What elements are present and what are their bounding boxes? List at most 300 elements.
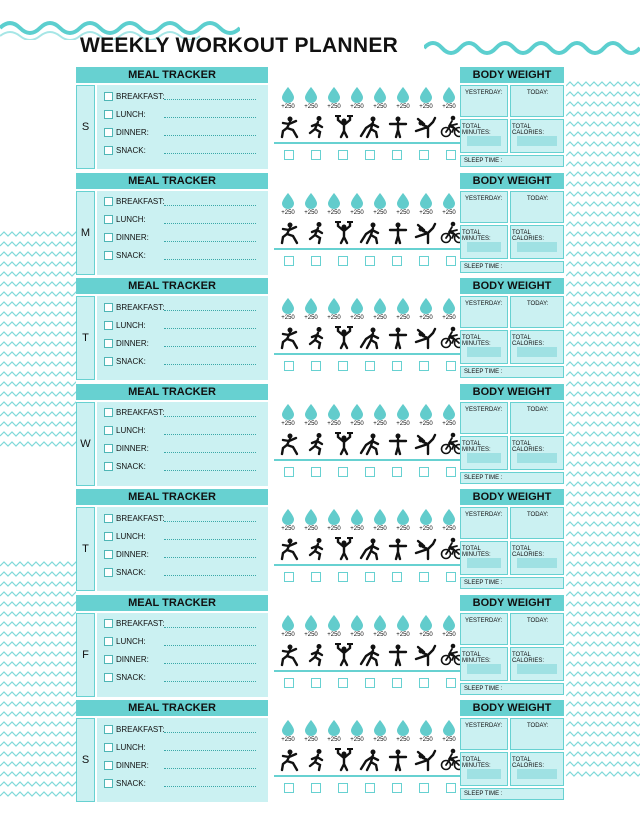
- water-drop[interactable]: [439, 404, 459, 427]
- meal-entry-line[interactable]: [164, 750, 256, 751]
- exercise-checkbox[interactable]: [392, 467, 402, 477]
- sleep-time-field[interactable]: SLEEP TIME :: [460, 577, 564, 589]
- meal-row: [104, 108, 264, 120]
- water-drop[interactable]: [324, 87, 344, 110]
- water-drop-icon: [419, 298, 433, 314]
- yesterday-weight-box[interactable]: [460, 613, 508, 645]
- divider: [274, 353, 460, 355]
- exercise-checkbox[interactable]: [338, 467, 348, 477]
- exercise-checkbox[interactable]: [284, 783, 294, 793]
- exercise-checkbox[interactable]: [392, 361, 402, 371]
- water-drop[interactable]: [278, 193, 298, 216]
- exercise-checkbox[interactable]: [311, 361, 321, 371]
- water-amount: +250: [419, 526, 433, 532]
- meal-checkbox[interactable]: [104, 339, 113, 348]
- water-drop-icon: [373, 509, 387, 525]
- water-drop[interactable]: [347, 615, 367, 638]
- exercise-checkbox[interactable]: [392, 783, 402, 793]
- meal-label: BREAKFAST:: [116, 302, 165, 312]
- water-drop[interactable]: [324, 509, 344, 532]
- meal-label: DINNER:: [116, 655, 149, 664]
- water-drop-icon: [373, 615, 387, 631]
- day-section-1: [76, 173, 564, 277]
- dumbbell-lift-figure-icon: [332, 115, 356, 139]
- exercise-checkbox[interactable]: [365, 361, 375, 371]
- meal-checkbox[interactable]: [104, 233, 113, 242]
- exercise-checkbox[interactable]: [365, 467, 375, 477]
- water-drop-icon: [327, 615, 341, 631]
- exercise-checkbox[interactable]: [284, 256, 294, 266]
- water-drop[interactable]: [416, 193, 436, 216]
- exercise-checkbox[interactable]: [284, 361, 294, 371]
- exercise-checkbox[interactable]: [419, 361, 429, 371]
- water-drop-icon: [350, 193, 364, 209]
- today-weight-box[interactable]: [510, 507, 564, 539]
- meal-checkbox[interactable]: [104, 357, 113, 366]
- meal-entry-line[interactable]: [164, 135, 256, 136]
- exercise-figures-row: [278, 432, 464, 456]
- water-amount: +250: [373, 526, 387, 532]
- water-drop-icon: [304, 298, 318, 314]
- water-drop[interactable]: [416, 404, 436, 427]
- water-drop-icon: [373, 298, 387, 314]
- meal-checkbox[interactable]: [104, 408, 113, 417]
- today-weight-box[interactable]: [510, 85, 564, 117]
- today-weight-box[interactable]: [510, 191, 564, 223]
- meal-entry-line[interactable]: [164, 732, 256, 733]
- water-drop[interactable]: [439, 509, 459, 532]
- battle-rope-figure-icon: [359, 115, 383, 139]
- dumbbell-lift-figure-icon: [332, 326, 356, 350]
- water-drop-icon: [419, 193, 433, 209]
- exercise-checkbox[interactable]: [446, 572, 456, 582]
- meal-row: [104, 672, 264, 684]
- meal-label: LUNCH:: [116, 320, 146, 330]
- exercise-checkbox[interactable]: [419, 150, 429, 160]
- total-minutes-box[interactable]: [460, 225, 508, 259]
- meal-checkbox[interactable]: [104, 532, 113, 541]
- today-weight-box[interactable]: [510, 718, 564, 750]
- body-weight-panel: [460, 507, 564, 591]
- water-drop[interactable]: [370, 87, 390, 110]
- water-drop[interactable]: [278, 720, 298, 743]
- run-figure-icon: [305, 115, 329, 139]
- water-amount: +250: [396, 209, 410, 216]
- water-drop[interactable]: [301, 615, 321, 638]
- exercise-checkbox[interactable]: [392, 256, 402, 266]
- water-drop[interactable]: [370, 509, 390, 532]
- meal-entry-line[interactable]: [164, 241, 256, 242]
- exercise-checkbox[interactable]: [311, 256, 321, 266]
- water-drop[interactable]: [278, 404, 298, 427]
- meal-label: LUNCH:: [116, 637, 146, 646]
- exercise-checkbox[interactable]: [311, 572, 321, 582]
- water-drop[interactable]: [301, 720, 321, 743]
- water-drop[interactable]: [370, 298, 390, 321]
- water-amount: +250: [281, 104, 295, 110]
- meal-entry-line[interactable]: [164, 557, 256, 558]
- meal-entry-line[interactable]: [164, 452, 256, 453]
- sleep-time-field[interactable]: SLEEP TIME :: [460, 683, 564, 695]
- meal-checkbox[interactable]: [104, 128, 113, 137]
- water-drops-row: [278, 615, 482, 638]
- meal-label: BREAKFAST:: [116, 91, 165, 101]
- sleep-time-field[interactable]: SLEEP TIME :: [460, 788, 564, 800]
- meal-entry-line[interactable]: [164, 786, 256, 787]
- water-drop[interactable]: [301, 87, 321, 110]
- water-drop-icon: [350, 404, 364, 420]
- exercise-checkbox[interactable]: [419, 783, 429, 793]
- exercise-checkbox[interactable]: [338, 783, 348, 793]
- meal-checkbox[interactable]: [104, 426, 113, 435]
- water-drop[interactable]: [301, 509, 321, 532]
- water-drop[interactable]: [393, 193, 413, 216]
- water-drop-icon: [442, 615, 456, 631]
- meal-entry-line[interactable]: [164, 99, 256, 100]
- meal-entry-line[interactable]: [164, 470, 256, 471]
- today-weight-box[interactable]: [510, 613, 564, 645]
- water-amount: +250: [281, 631, 295, 638]
- water-drop[interactable]: [439, 615, 459, 638]
- yoga-pose-figure-icon: [413, 748, 437, 772]
- meal-checkbox[interactable]: [104, 146, 113, 155]
- total-minutes-box[interactable]: [460, 436, 508, 470]
- exercise-checkboxes-row: [284, 572, 456, 582]
- water-drop-icon: [350, 87, 364, 103]
- total-minutes-box[interactable]: [460, 647, 508, 681]
- meal-row: [104, 548, 264, 560]
- meal-entry-line[interactable]: [164, 364, 256, 365]
- exercise-checkbox[interactable]: [311, 467, 321, 477]
- water-drop-icon: [350, 720, 364, 736]
- water-drop[interactable]: [278, 615, 298, 638]
- run-figure-icon: [305, 326, 329, 350]
- meal-entry-line[interactable]: [164, 627, 256, 628]
- meal-checkbox[interactable]: [104, 303, 113, 312]
- meal-entry-line[interactable]: [164, 663, 256, 664]
- water-drops-row: [278, 404, 482, 427]
- battle-rope-figure-icon: [359, 432, 383, 456]
- divider: [274, 142, 460, 144]
- water-drop[interactable]: [324, 193, 344, 216]
- meal-checkbox[interactable]: [104, 550, 113, 559]
- water-drop[interactable]: [370, 404, 390, 427]
- meal-entry-line[interactable]: [164, 259, 256, 260]
- water-drop[interactable]: [393, 298, 413, 321]
- exercise-checkbox[interactable]: [446, 678, 456, 688]
- meal-entry-line[interactable]: [164, 310, 256, 311]
- water-drop[interactable]: [324, 615, 344, 638]
- water-drop[interactable]: [439, 193, 459, 216]
- water-drop[interactable]: [324, 720, 344, 743]
- exercise-checkbox[interactable]: [365, 678, 375, 688]
- meal-entry-line[interactable]: [164, 346, 256, 347]
- yesterday-weight-box[interactable]: [460, 507, 508, 539]
- exercise-checkbox[interactable]: [446, 256, 456, 266]
- water-drop[interactable]: [278, 87, 298, 110]
- water-drop[interactable]: [393, 404, 413, 427]
- battle-rope-figure-icon: [359, 221, 383, 245]
- yesterday-weight-box[interactable]: [460, 296, 508, 328]
- meal-entry-line[interactable]: [164, 205, 256, 206]
- exercise-checkbox[interactable]: [338, 361, 348, 371]
- exercise-checkbox[interactable]: [338, 678, 348, 688]
- water-amount: +250: [373, 737, 387, 743]
- water-drop[interactable]: [439, 720, 459, 743]
- exercise-checkbox[interactable]: [392, 150, 402, 160]
- water-drop[interactable]: [416, 298, 436, 321]
- exercise-figures-row: [278, 537, 464, 561]
- body-weight-panel: [460, 613, 564, 697]
- exercise-checkbox[interactable]: [284, 150, 294, 160]
- water-amount: +250: [304, 104, 318, 110]
- exercise-checkbox[interactable]: [419, 256, 429, 266]
- water-drop-icon: [396, 615, 410, 631]
- exercise-checkbox[interactable]: [392, 678, 402, 688]
- water-drop[interactable]: [393, 720, 413, 743]
- meal-checkbox[interactable]: [104, 462, 113, 471]
- meal-entry-line[interactable]: [164, 575, 256, 576]
- water-drop-icon: [304, 193, 318, 209]
- meal-entry-line[interactable]: [164, 645, 256, 646]
- meal-entry-line[interactable]: [164, 223, 256, 224]
- today-weight-box[interactable]: [510, 296, 564, 328]
- meal-row: [104, 443, 264, 455]
- zigzag-decoration-bottom-left: [0, 560, 76, 828]
- total-calories-label: TOTAL CALORIES:: [512, 546, 545, 558]
- battle-rope-figure-icon: [359, 537, 383, 561]
- exercise-checkbox[interactable]: [419, 572, 429, 582]
- yoga-pose-figure-icon: [413, 115, 437, 139]
- water-drop[interactable]: [301, 298, 321, 321]
- meal-checkbox[interactable]: [104, 92, 113, 101]
- meal-checkbox[interactable]: [104, 110, 113, 119]
- water-drop[interactable]: [324, 404, 344, 427]
- meal-checkbox[interactable]: [104, 725, 113, 734]
- day-section-0: [76, 67, 564, 171]
- water-drop[interactable]: [393, 509, 413, 532]
- water-drop[interactable]: [416, 87, 436, 110]
- total-calories-box[interactable]: [510, 225, 564, 259]
- water-drop[interactable]: [347, 87, 367, 110]
- total-calories-box[interactable]: [510, 436, 564, 470]
- meal-checkbox[interactable]: [104, 444, 113, 453]
- water-drop-icon: [396, 509, 410, 525]
- meal-entry-line[interactable]: [164, 539, 256, 540]
- sleep-time-field[interactable]: SLEEP TIME :: [460, 155, 564, 167]
- yesterday-weight-box[interactable]: [460, 191, 508, 223]
- meal-checkbox[interactable]: [104, 215, 113, 224]
- meal-row: [104, 741, 264, 753]
- water-amount: +250: [350, 526, 364, 532]
- water-drop[interactable]: [439, 298, 459, 321]
- meal-entry-line[interactable]: [164, 434, 256, 435]
- yesterday-weight-box[interactable]: [460, 85, 508, 117]
- water-amount: +250: [396, 420, 410, 427]
- meal-entry-line[interactable]: [164, 521, 256, 522]
- total-minutes-box[interactable]: [460, 752, 508, 786]
- yesterday-weight-box[interactable]: [460, 718, 508, 750]
- total-minutes-label: TOTAL MINUTES:: [462, 335, 491, 347]
- sleep-time-field[interactable]: SLEEP TIME :: [460, 366, 564, 378]
- day-section-6: [76, 700, 564, 804]
- exercise-checkbox[interactable]: [311, 678, 321, 688]
- meal-row: [104, 196, 264, 208]
- water-drop-icon: [419, 87, 433, 103]
- exercise-checkbox[interactable]: [338, 256, 348, 266]
- meal-label: LUNCH:: [116, 109, 146, 119]
- water-drop[interactable]: [393, 615, 413, 638]
- exercise-checkbox[interactable]: [365, 150, 375, 160]
- meal-row: [104, 425, 264, 437]
- water-drop-icon: [419, 720, 433, 736]
- squat-figure-icon: [278, 643, 302, 667]
- water-drop[interactable]: [347, 298, 367, 321]
- meal-checkbox[interactable]: [104, 779, 113, 788]
- meal-checkbox[interactable]: [104, 655, 113, 664]
- divider: [274, 775, 460, 777]
- meal-entry-line[interactable]: [164, 416, 256, 417]
- sleep-time-field[interactable]: SLEEP TIME :: [460, 472, 564, 484]
- divider: [274, 248, 460, 250]
- water-drop[interactable]: [370, 193, 390, 216]
- exercise-checkbox[interactable]: [311, 783, 321, 793]
- water-drop[interactable]: [347, 509, 367, 532]
- total-calories-box[interactable]: [510, 647, 564, 681]
- squat-figure-icon: [278, 221, 302, 245]
- meal-row: [104, 407, 264, 419]
- stretch-figure-icon: [386, 748, 410, 772]
- exercise-checkbox[interactable]: [284, 467, 294, 477]
- exercise-checkbox[interactable]: [392, 572, 402, 582]
- meal-checkbox[interactable]: [104, 197, 113, 206]
- water-drops-row: [278, 509, 482, 532]
- yesterday-weight-box[interactable]: [460, 402, 508, 434]
- water-drop[interactable]: [416, 615, 436, 638]
- total-calories-box[interactable]: [510, 119, 564, 153]
- meal-entry-line[interactable]: [164, 768, 256, 769]
- squat-figure-icon: [278, 748, 302, 772]
- water-drop-icon: [442, 193, 456, 209]
- total-minutes-box[interactable]: [460, 330, 508, 364]
- exercise-checkbox[interactable]: [365, 783, 375, 793]
- water-drop[interactable]: [370, 720, 390, 743]
- run-figure-icon: [305, 432, 329, 456]
- total-minutes-box[interactable]: [460, 119, 508, 153]
- water-amount: +250: [396, 315, 410, 321]
- exercise-checkbox[interactable]: [419, 467, 429, 477]
- exercise-checkbox[interactable]: [446, 467, 456, 477]
- total-calories-box[interactable]: [510, 541, 564, 575]
- water-drop[interactable]: [347, 404, 367, 427]
- water-drop[interactable]: [416, 720, 436, 743]
- meal-checkbox[interactable]: [104, 568, 113, 577]
- total-minutes-box[interactable]: [460, 541, 508, 575]
- zigzag-decoration-left: [0, 230, 76, 630]
- exercise-checkbox[interactable]: [446, 150, 456, 160]
- water-amount: +250: [350, 315, 364, 321]
- exercise-checkboxes-row: [284, 678, 456, 688]
- exercise-checkbox[interactable]: [338, 150, 348, 160]
- meal-row: [104, 512, 264, 524]
- meal-entry-line[interactable]: [164, 681, 256, 682]
- day-letter: W: [76, 402, 95, 486]
- meal-entry-line[interactable]: [164, 153, 256, 154]
- day-letter: M: [76, 191, 95, 275]
- total-calories-box[interactable]: [510, 752, 564, 786]
- water-drop[interactable]: [278, 298, 298, 321]
- total-calories-box[interactable]: [510, 330, 564, 364]
- meal-checkbox[interactable]: [104, 637, 113, 646]
- meal-checkbox[interactable]: [104, 743, 113, 752]
- stretch-figure-icon: [386, 221, 410, 245]
- meal-entry-line[interactable]: [164, 117, 256, 118]
- water-drop-icon: [281, 720, 295, 736]
- meal-checkbox[interactable]: [104, 619, 113, 628]
- exercise-checkbox[interactable]: [284, 572, 294, 582]
- meal-checkbox[interactable]: [104, 251, 113, 260]
- exercise-checkbox[interactable]: [338, 572, 348, 582]
- sleep-time-field[interactable]: SLEEP TIME :: [460, 261, 564, 273]
- water-drop[interactable]: [278, 509, 298, 532]
- meal-checkbox[interactable]: [104, 761, 113, 770]
- meal-tracker-panel: [97, 718, 268, 802]
- water-drop[interactable]: [347, 720, 367, 743]
- water-drop[interactable]: [301, 404, 321, 427]
- water-drop[interactable]: [324, 298, 344, 321]
- water-drop[interactable]: [416, 509, 436, 532]
- water-drop[interactable]: [370, 615, 390, 638]
- meal-checkbox[interactable]: [104, 321, 113, 330]
- water-amount: +250: [442, 737, 456, 743]
- water-drop-icon: [327, 87, 341, 103]
- meal-row: [104, 250, 264, 262]
- run-figure-icon: [305, 221, 329, 245]
- today-label: TODAY:: [527, 617, 549, 624]
- stretch-figure-icon: [386, 432, 410, 456]
- exercise-checkbox[interactable]: [446, 361, 456, 371]
- exercise-checkbox[interactable]: [365, 572, 375, 582]
- dumbbell-lift-figure-icon: [332, 221, 356, 245]
- meal-label: SNACK:: [116, 462, 146, 471]
- water-drop[interactable]: [301, 193, 321, 216]
- exercise-checkbox[interactable]: [419, 678, 429, 688]
- water-drop-icon: [327, 298, 341, 314]
- water-amount: +250: [350, 420, 364, 427]
- today-weight-box[interactable]: [510, 402, 564, 434]
- today-label: TODAY:: [527, 723, 549, 729]
- exercise-checkbox[interactable]: [365, 256, 375, 266]
- meal-tracker-header: MEAL TRACKER: [76, 278, 268, 294]
- zigzag-decoration-right: [566, 80, 640, 820]
- exercise-checkbox[interactable]: [284, 678, 294, 688]
- meal-checkbox[interactable]: [104, 673, 113, 682]
- water-drop-icon: [373, 87, 387, 103]
- meal-label: LUNCH:: [116, 426, 146, 435]
- water-drop[interactable]: [439, 87, 459, 110]
- water-amount: +250: [327, 420, 341, 427]
- water-drop[interactable]: [347, 193, 367, 216]
- water-drop[interactable]: [393, 87, 413, 110]
- water-amount: +250: [281, 526, 295, 532]
- body-weight-header: BODY WEIGHT: [460, 595, 564, 611]
- water-drop-icon: [419, 509, 433, 525]
- meal-checkbox[interactable]: [104, 514, 113, 523]
- exercise-checkbox[interactable]: [311, 150, 321, 160]
- stretch-figure-icon: [386, 643, 410, 667]
- meal-entry-line[interactable]: [164, 328, 256, 329]
- exercise-checkbox[interactable]: [446, 783, 456, 793]
